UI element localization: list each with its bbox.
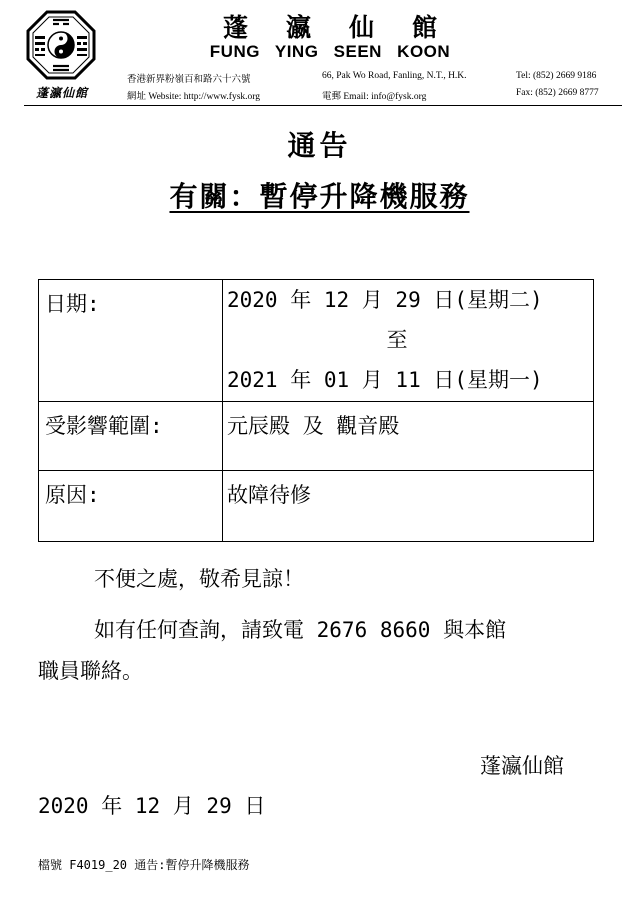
footer-reference: 檔號 F4019_20 通告:暫停升降機服務 bbox=[38, 858, 250, 872]
letterhead-divider bbox=[24, 105, 622, 106]
yin-yang-bagua-logo-icon bbox=[26, 10, 96, 80]
email-link[interactable]: 電郵 Email: info@fysk.org bbox=[322, 92, 427, 102]
signature: 蓬瀛仙館 bbox=[480, 754, 564, 778]
reason-label-cell bbox=[39, 471, 223, 542]
issue-date: 2020 年 12 月 29 日 bbox=[38, 794, 266, 818]
table-row-area bbox=[39, 402, 594, 471]
notice-details-table bbox=[38, 279, 594, 542]
logo-caption: 蓬瀛仙館 bbox=[35, 86, 88, 100]
apology-text: 不便之處，敬希見諒！ bbox=[94, 567, 304, 591]
address-english: 66, Pak Wo Road, Fanling, N.T., H.K. bbox=[322, 71, 467, 81]
area-label: 受影響範圍: bbox=[45, 414, 163, 438]
table-row-reason bbox=[39, 471, 594, 542]
date-label: 日期: bbox=[45, 292, 100, 316]
notice-title: 通告 bbox=[287, 129, 352, 162]
address-chinese: 香港新界粉嶺百和路六十六號 bbox=[127, 75, 251, 85]
area-value: 元辰殿 及 觀音殿 bbox=[227, 414, 400, 438]
reason-value-cell bbox=[223, 471, 594, 542]
reason-value: 故障待修 bbox=[227, 483, 311, 507]
org-name-english: FUNG YING SEEN KOON bbox=[209, 42, 451, 61]
date-value-cell bbox=[223, 280, 594, 402]
reason-label: 原因: bbox=[45, 483, 100, 507]
date-to: 2021 年 01 月 11 日(星期一) bbox=[227, 368, 543, 392]
area-label-cell bbox=[39, 402, 223, 471]
notice-subject bbox=[0, 175, 639, 215]
date-label-cell bbox=[39, 280, 223, 402]
table-row-date bbox=[39, 280, 594, 402]
enquiry-text-line1: 如有任何查詢，請致電 2676 8660 與本館 bbox=[94, 618, 507, 642]
telephone-number: Tel: (852) 2669 9186 bbox=[516, 71, 597, 81]
website-link[interactable]: 網址 Website: http://www.fysk.org bbox=[127, 92, 261, 102]
date-to-word: 至 bbox=[386, 328, 408, 352]
org-name-chinese: 蓬瀛仙館 bbox=[222, 13, 475, 42]
date-from: 2020 年 12 月 29 日(星期二) bbox=[227, 288, 543, 312]
fax-number: Fax: (852) 2669 8777 bbox=[516, 88, 599, 98]
notice-subject-text: 有關：暫停升降機服務 bbox=[169, 180, 470, 213]
area-value-cell bbox=[223, 402, 594, 471]
enquiry-text-line2: 職員聯絡。 bbox=[38, 659, 143, 683]
